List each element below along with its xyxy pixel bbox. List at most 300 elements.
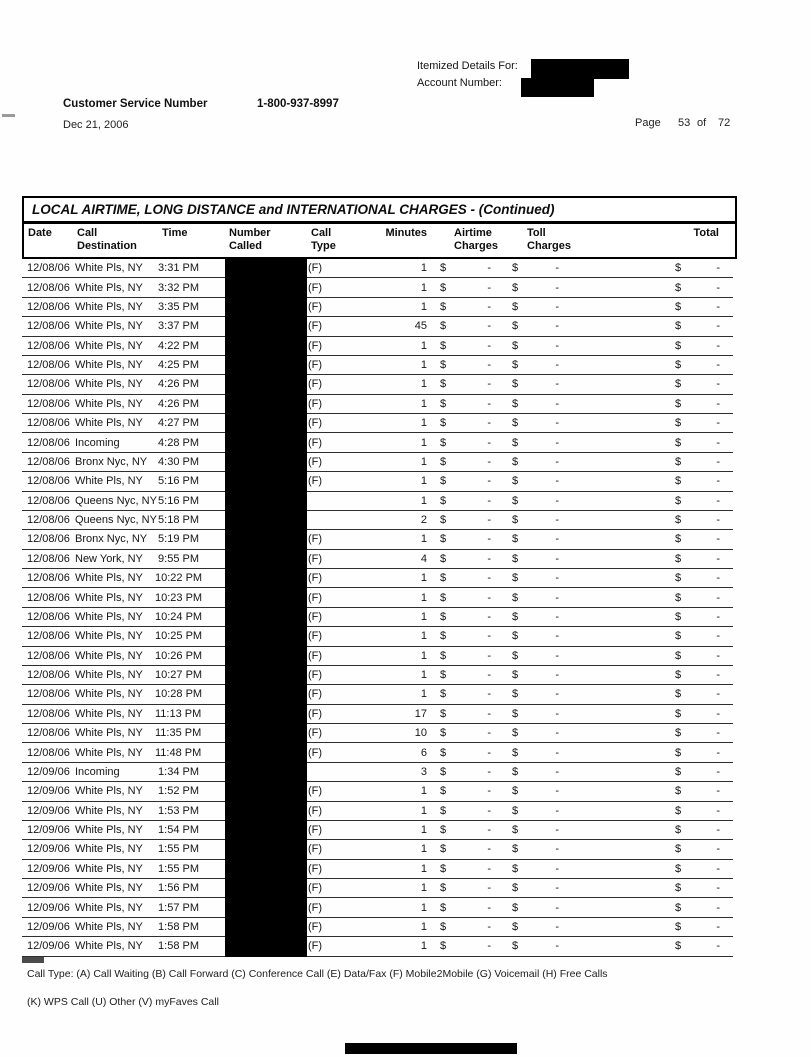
cell-time: 10:22 PM xyxy=(155,572,203,585)
currency-symbol: $ xyxy=(512,940,519,953)
currency-symbol: $ xyxy=(675,378,682,391)
currency-symbol: $ xyxy=(675,920,682,933)
currency-symbol: $ xyxy=(512,785,519,798)
cell-airtime-charges: $ - xyxy=(440,669,491,682)
cell-airtime-charges: $ - xyxy=(440,688,491,701)
currency-symbol: $ xyxy=(440,940,447,953)
currency-symbol: $ xyxy=(440,533,447,546)
cell-time: 4:22 PM xyxy=(158,339,199,352)
table-row xyxy=(22,821,733,840)
cell-date: 12/08/06 xyxy=(27,707,70,720)
cell-time: 1:57 PM xyxy=(158,901,199,914)
table-row xyxy=(22,937,733,956)
cell-minutes: 1 xyxy=(420,669,427,682)
account-number-label: Account Number: xyxy=(417,77,502,89)
cell-airtime-charges: $ - xyxy=(440,882,491,895)
cell-time: 10:28 PM xyxy=(155,688,203,701)
cell-call-type: (F) xyxy=(308,610,323,623)
cell-total: $ - xyxy=(675,397,720,410)
cell-time: 1:55 PM xyxy=(158,843,199,856)
cell-minutes: 1 xyxy=(420,610,427,623)
cell-call-type: (F) xyxy=(308,746,323,759)
currency-symbol: $ xyxy=(675,785,682,798)
cell-date: 12/08/06 xyxy=(27,552,70,565)
call-type-legend-line2: (K) WPS Call (U) Other (V) myFaves Call xyxy=(27,996,219,1008)
cell-date: 12/09/06 xyxy=(27,901,70,914)
cell-airtime-charges: $ - xyxy=(440,610,491,623)
cell-total: $ - xyxy=(675,552,720,565)
redaction-box-numbers-called xyxy=(225,259,307,957)
cell-date: 12/08/06 xyxy=(27,262,70,275)
cell-call-type: (F) xyxy=(308,417,323,430)
cell-date: 12/08/06 xyxy=(27,397,70,410)
currency-symbol: $ xyxy=(440,746,447,759)
cell-call-destination: White Pls, NY xyxy=(75,785,143,798)
cell-time: 4:26 PM xyxy=(158,378,199,391)
cell-date: 12/09/06 xyxy=(27,920,70,933)
cell-total: $ - xyxy=(675,669,720,682)
cell-toll-charges: $ - xyxy=(512,339,559,352)
cell-toll-charges: $ - xyxy=(512,262,559,275)
cell-call-type: (F) xyxy=(308,436,323,449)
currency-symbol: $ xyxy=(512,552,519,565)
cell-call-destination: White Pls, NY xyxy=(75,630,143,643)
cell-date: 12/08/06 xyxy=(27,533,70,546)
currency-symbol: $ xyxy=(440,339,447,352)
cell-minutes: 1 xyxy=(420,591,427,604)
cell-date: 12/09/06 xyxy=(27,882,70,895)
cell-call-destination: Bronx Nyc, NY xyxy=(75,533,148,546)
currency-symbol: $ xyxy=(675,882,682,895)
cell-toll-charges: $ - xyxy=(512,572,559,585)
cell-time: 1:55 PM xyxy=(158,862,199,875)
currency-symbol: $ xyxy=(512,436,519,449)
cell-call-type: (F) xyxy=(308,707,323,720)
cell-minutes: 1 xyxy=(420,436,427,449)
cell-airtime-charges: $ - xyxy=(440,765,491,778)
cell-time: 4:30 PM xyxy=(158,455,199,468)
currency-symbol: $ xyxy=(675,397,682,410)
currency-symbol: $ xyxy=(440,494,447,507)
cell-total: $ - xyxy=(675,940,720,953)
page-total: 72 xyxy=(718,117,731,129)
page-of: of xyxy=(697,117,707,129)
table-row xyxy=(22,298,733,317)
cell-airtime-charges: $ - xyxy=(440,940,491,953)
redaction-box-bottom xyxy=(345,1043,517,1054)
cell-call-type: (F) xyxy=(308,630,323,643)
currency-symbol: $ xyxy=(440,378,447,391)
currency-symbol: $ xyxy=(440,727,447,740)
cell-minutes: 4 xyxy=(420,552,427,565)
cell-total: $ - xyxy=(675,765,720,778)
cell-toll-charges: $ - xyxy=(512,765,559,778)
cell-minutes: 17 xyxy=(414,707,427,720)
cell-toll-charges: $ - xyxy=(512,591,559,604)
table-row xyxy=(22,375,733,394)
table-row xyxy=(22,782,733,801)
cell-airtime-charges: $ - xyxy=(440,649,491,662)
table-title: LOCAL AIRTIME, LONG DISTANCE and INTERNATIONAL CHARGES - (Continued) xyxy=(24,198,735,224)
cell-date: 12/09/06 xyxy=(27,785,70,798)
currency-symbol: $ xyxy=(675,707,682,720)
cell-total: $ - xyxy=(675,320,720,333)
cell-total: $ - xyxy=(675,746,720,759)
table-row xyxy=(22,433,733,452)
cell-date: 12/08/06 xyxy=(27,455,70,468)
cell-total: $ - xyxy=(675,707,720,720)
cell-toll-charges: $ - xyxy=(512,552,559,565)
cell-total: $ - xyxy=(675,920,720,933)
currency-symbol: $ xyxy=(675,417,682,430)
currency-symbol: $ xyxy=(440,417,447,430)
cell-toll-charges: $ - xyxy=(512,494,559,507)
currency-symbol: $ xyxy=(675,843,682,856)
cell-date: 12/08/06 xyxy=(27,475,70,488)
cell-minutes: 1 xyxy=(420,688,427,701)
customer-service-number: 1-800-937-8997 xyxy=(257,98,339,110)
cell-airtime-charges: $ - xyxy=(440,359,491,372)
cell-time: 3:31 PM xyxy=(158,262,199,275)
table-row xyxy=(22,472,733,491)
currency-symbol: $ xyxy=(512,475,519,488)
cell-toll-charges: $ - xyxy=(512,707,559,720)
col-header-toll-charges: Toll Charges xyxy=(527,227,572,252)
currency-symbol: $ xyxy=(512,630,519,643)
cell-airtime-charges: $ - xyxy=(440,727,491,740)
cell-time: 4:26 PM xyxy=(158,397,199,410)
cell-time: 1:54 PM xyxy=(158,824,199,837)
currency-symbol: $ xyxy=(512,417,519,430)
currency-symbol: $ xyxy=(512,281,519,294)
page-label: Page xyxy=(635,117,661,129)
col-header-time: Time xyxy=(162,227,188,239)
cell-airtime-charges: $ - xyxy=(440,630,491,643)
currency-symbol: $ xyxy=(440,552,447,565)
table-row xyxy=(22,763,733,782)
currency-symbol: $ xyxy=(440,436,447,449)
cell-call-destination: Queens Nyc, NY xyxy=(75,494,157,507)
cell-airtime-charges: $ - xyxy=(440,300,491,313)
cell-total: $ - xyxy=(675,281,720,294)
cell-toll-charges: $ - xyxy=(512,378,559,391)
currency-symbol: $ xyxy=(675,514,682,527)
cell-call-type: (F) xyxy=(308,552,323,565)
table-row xyxy=(22,802,733,821)
table-row xyxy=(22,647,733,666)
cell-minutes: 1 xyxy=(420,804,427,817)
table-row xyxy=(22,414,733,433)
cell-minutes: 1 xyxy=(420,300,427,313)
currency-symbol: $ xyxy=(512,882,519,895)
currency-symbol: $ xyxy=(440,688,447,701)
cell-toll-charges: $ - xyxy=(512,610,559,623)
currency-symbol: $ xyxy=(675,300,682,313)
currency-symbol: $ xyxy=(512,707,519,720)
cell-call-destination: White Pls, NY xyxy=(75,300,143,313)
cell-airtime-charges: $ - xyxy=(440,281,491,294)
cell-toll-charges: $ - xyxy=(512,843,559,856)
cell-call-destination: White Pls, NY xyxy=(75,669,143,682)
cell-time: 10:27 PM xyxy=(155,669,203,682)
cell-toll-charges: $ - xyxy=(512,455,559,468)
currency-symbol: $ xyxy=(675,475,682,488)
col-header-number-called: Number Called xyxy=(229,227,271,252)
cell-minutes: 1 xyxy=(420,920,427,933)
cell-call-type: (F) xyxy=(308,397,323,410)
cell-airtime-charges: $ - xyxy=(440,707,491,720)
cell-minutes: 1 xyxy=(420,824,427,837)
currency-symbol: $ xyxy=(512,765,519,778)
cell-call-destination: White Pls, NY xyxy=(75,591,143,604)
currency-symbol: $ xyxy=(512,610,519,623)
table-row xyxy=(22,530,733,549)
currency-symbol: $ xyxy=(440,610,447,623)
currency-symbol: $ xyxy=(440,572,447,585)
currency-symbol: $ xyxy=(675,533,682,546)
cell-minutes: 1 xyxy=(420,785,427,798)
cell-date: 12/09/06 xyxy=(27,843,70,856)
cell-date: 12/08/06 xyxy=(27,417,70,430)
cell-time: 10:25 PM xyxy=(155,630,203,643)
cell-toll-charges: $ - xyxy=(512,417,559,430)
cell-time: 1:58 PM xyxy=(158,920,199,933)
cell-toll-charges: $ - xyxy=(512,804,559,817)
cell-toll-charges: $ - xyxy=(512,359,559,372)
cell-call-type: (F) xyxy=(308,320,323,333)
table-row xyxy=(22,879,733,898)
cell-toll-charges: $ - xyxy=(512,824,559,837)
cell-time: 10:23 PM xyxy=(155,591,203,604)
table-row xyxy=(22,356,733,375)
currency-symbol: $ xyxy=(440,475,447,488)
cell-minutes: 1 xyxy=(420,281,427,294)
cell-toll-charges: $ - xyxy=(512,281,559,294)
table-row xyxy=(22,724,733,743)
cell-date: 12/08/06 xyxy=(27,494,70,507)
page-current: 53 xyxy=(678,117,691,129)
currency-symbol: $ xyxy=(440,455,447,468)
cell-minutes: 1 xyxy=(420,882,427,895)
currency-symbol: $ xyxy=(675,281,682,294)
currency-symbol: $ xyxy=(512,572,519,585)
cell-date: 12/08/06 xyxy=(27,378,70,391)
cell-date: 12/08/06 xyxy=(27,359,70,372)
cell-call-destination: Incoming xyxy=(75,765,120,778)
cell-toll-charges: $ - xyxy=(512,688,559,701)
cell-total: $ - xyxy=(675,494,720,507)
currency-symbol: $ xyxy=(440,765,447,778)
currency-symbol: $ xyxy=(675,436,682,449)
currency-symbol: $ xyxy=(440,630,447,643)
cell-date: 12/08/06 xyxy=(27,649,70,662)
cell-call-type: (F) xyxy=(308,843,323,856)
cell-call-destination: White Pls, NY xyxy=(75,862,143,875)
currency-symbol: $ xyxy=(675,940,682,953)
cell-total: $ - xyxy=(675,533,720,546)
currency-symbol: $ xyxy=(440,824,447,837)
currency-symbol: $ xyxy=(440,649,447,662)
col-header-total: Total xyxy=(693,227,719,239)
col-header-call-destination: Call Destination xyxy=(77,227,137,252)
cell-toll-charges: $ - xyxy=(512,882,559,895)
cell-call-destination: Bronx Nyc, NY xyxy=(75,455,148,468)
cell-call-type: (F) xyxy=(308,339,323,352)
cell-time: 4:28 PM xyxy=(158,436,199,449)
table-row xyxy=(22,685,733,704)
currency-symbol: $ xyxy=(440,669,447,682)
cell-airtime-charges: $ - xyxy=(440,901,491,914)
currency-symbol: $ xyxy=(675,804,682,817)
table-row xyxy=(22,511,733,530)
cell-call-type: (F) xyxy=(308,669,323,682)
currency-symbol: $ xyxy=(512,843,519,856)
currency-symbol: $ xyxy=(675,669,682,682)
cell-airtime-charges: $ - xyxy=(440,572,491,585)
cell-toll-charges: $ - xyxy=(512,746,559,759)
cell-total: $ - xyxy=(675,436,720,449)
cell-minutes: 1 xyxy=(420,901,427,914)
currency-symbol: $ xyxy=(512,339,519,352)
table-row xyxy=(22,666,733,685)
cell-call-destination: White Pls, NY xyxy=(75,572,143,585)
cell-call-destination: White Pls, NY xyxy=(75,727,143,740)
cell-call-type: (F) xyxy=(308,785,323,798)
cell-toll-charges: $ - xyxy=(512,300,559,313)
cell-total: $ - xyxy=(675,378,720,391)
cell-time: 1:53 PM xyxy=(158,804,199,817)
cell-minutes: 1 xyxy=(420,417,427,430)
cell-date: 12/08/06 xyxy=(27,688,70,701)
table-row xyxy=(22,840,733,859)
currency-symbol: $ xyxy=(675,494,682,507)
cell-time: 10:24 PM xyxy=(155,610,203,623)
cell-minutes: 1 xyxy=(420,533,427,546)
cell-total: $ - xyxy=(675,514,720,527)
currency-symbol: $ xyxy=(440,804,447,817)
cell-toll-charges: $ - xyxy=(512,649,559,662)
table-row xyxy=(22,259,733,278)
cell-total: $ - xyxy=(675,688,720,701)
cell-time: 3:35 PM xyxy=(158,300,199,313)
cell-total: $ - xyxy=(675,475,720,488)
currency-symbol: $ xyxy=(512,920,519,933)
cell-minutes: 1 xyxy=(420,475,427,488)
cell-call-destination: White Pls, NY xyxy=(75,920,143,933)
currency-symbol: $ xyxy=(675,320,682,333)
currency-symbol: $ xyxy=(675,339,682,352)
cell-minutes: 1 xyxy=(420,494,427,507)
table-row xyxy=(22,550,733,569)
currency-symbol: $ xyxy=(440,262,447,275)
cell-call-destination: White Pls, NY xyxy=(75,475,143,488)
currency-symbol: $ xyxy=(512,514,519,527)
cell-call-type: (F) xyxy=(308,572,323,585)
cell-call-destination: Incoming xyxy=(75,436,120,449)
currency-symbol: $ xyxy=(512,669,519,682)
cell-total: $ - xyxy=(675,300,720,313)
col-header-call-type: Call Type xyxy=(311,227,336,252)
cell-date: 12/08/06 xyxy=(27,630,70,643)
cell-call-destination: New York, NY xyxy=(75,552,143,565)
cell-toll-charges: $ - xyxy=(512,320,559,333)
cell-total: $ - xyxy=(675,901,720,914)
cell-total: $ - xyxy=(675,824,720,837)
cell-call-type: (F) xyxy=(308,901,323,914)
cell-call-type: (F) xyxy=(308,940,323,953)
cell-total: $ - xyxy=(675,417,720,430)
cell-time: 11:35 PM xyxy=(155,727,202,740)
cell-call-destination: White Pls, NY xyxy=(75,281,143,294)
cell-airtime-charges: $ - xyxy=(440,494,491,507)
cell-total: $ - xyxy=(675,882,720,895)
cell-call-destination: White Pls, NY xyxy=(75,940,143,953)
currency-symbol: $ xyxy=(512,262,519,275)
cell-time: 1:52 PM xyxy=(158,785,199,798)
cell-call-type: (F) xyxy=(308,804,323,817)
currency-symbol: $ xyxy=(675,572,682,585)
cell-date: 12/08/06 xyxy=(27,727,70,740)
currency-symbol: $ xyxy=(440,882,447,895)
charges-table-header-box xyxy=(22,196,737,259)
cell-date: 12/08/06 xyxy=(27,669,70,682)
currency-symbol: $ xyxy=(512,533,519,546)
table-row xyxy=(22,453,733,472)
currency-symbol: $ xyxy=(512,824,519,837)
cell-date: 12/09/06 xyxy=(27,940,70,953)
currency-symbol: $ xyxy=(675,455,682,468)
cell-total: $ - xyxy=(675,339,720,352)
currency-symbol: $ xyxy=(512,727,519,740)
currency-symbol: $ xyxy=(512,359,519,372)
currency-symbol: $ xyxy=(675,262,682,275)
currency-symbol: $ xyxy=(512,300,519,313)
cell-toll-charges: $ - xyxy=(512,940,559,953)
currency-symbol: $ xyxy=(440,281,447,294)
currency-symbol: $ xyxy=(440,920,447,933)
cell-airtime-charges: $ - xyxy=(440,824,491,837)
currency-symbol: $ xyxy=(675,901,682,914)
cell-toll-charges: $ - xyxy=(512,475,559,488)
cell-total: $ - xyxy=(675,630,720,643)
scan-artifact xyxy=(22,957,44,963)
cell-call-type: (F) xyxy=(308,533,323,546)
cell-total: $ - xyxy=(675,591,720,604)
cell-toll-charges: $ - xyxy=(512,514,559,527)
cell-airtime-charges: $ - xyxy=(440,746,491,759)
cell-call-type: (F) xyxy=(308,882,323,895)
cell-call-destination: White Pls, NY xyxy=(75,397,143,410)
currency-symbol: $ xyxy=(675,765,682,778)
redaction-box-name xyxy=(531,59,629,79)
cell-minutes: 1 xyxy=(420,843,427,856)
cell-call-type: (F) xyxy=(308,455,323,468)
cell-minutes: 1 xyxy=(420,455,427,468)
cell-time: 4:25 PM xyxy=(158,359,199,372)
table-row xyxy=(22,627,733,646)
redaction-box-account xyxy=(521,78,594,97)
currency-symbol: $ xyxy=(675,746,682,759)
cell-time: 3:37 PM xyxy=(158,320,199,333)
cell-airtime-charges: $ - xyxy=(440,552,491,565)
cell-call-destination: White Pls, NY xyxy=(75,824,143,837)
cell-minutes: 2 xyxy=(420,514,427,527)
currency-symbol: $ xyxy=(440,707,447,720)
cell-call-type: (F) xyxy=(308,281,323,294)
cell-call-destination: White Pls, NY xyxy=(75,843,143,856)
cell-call-destination: White Pls, NY xyxy=(75,610,143,623)
cell-airtime-charges: $ - xyxy=(440,514,491,527)
